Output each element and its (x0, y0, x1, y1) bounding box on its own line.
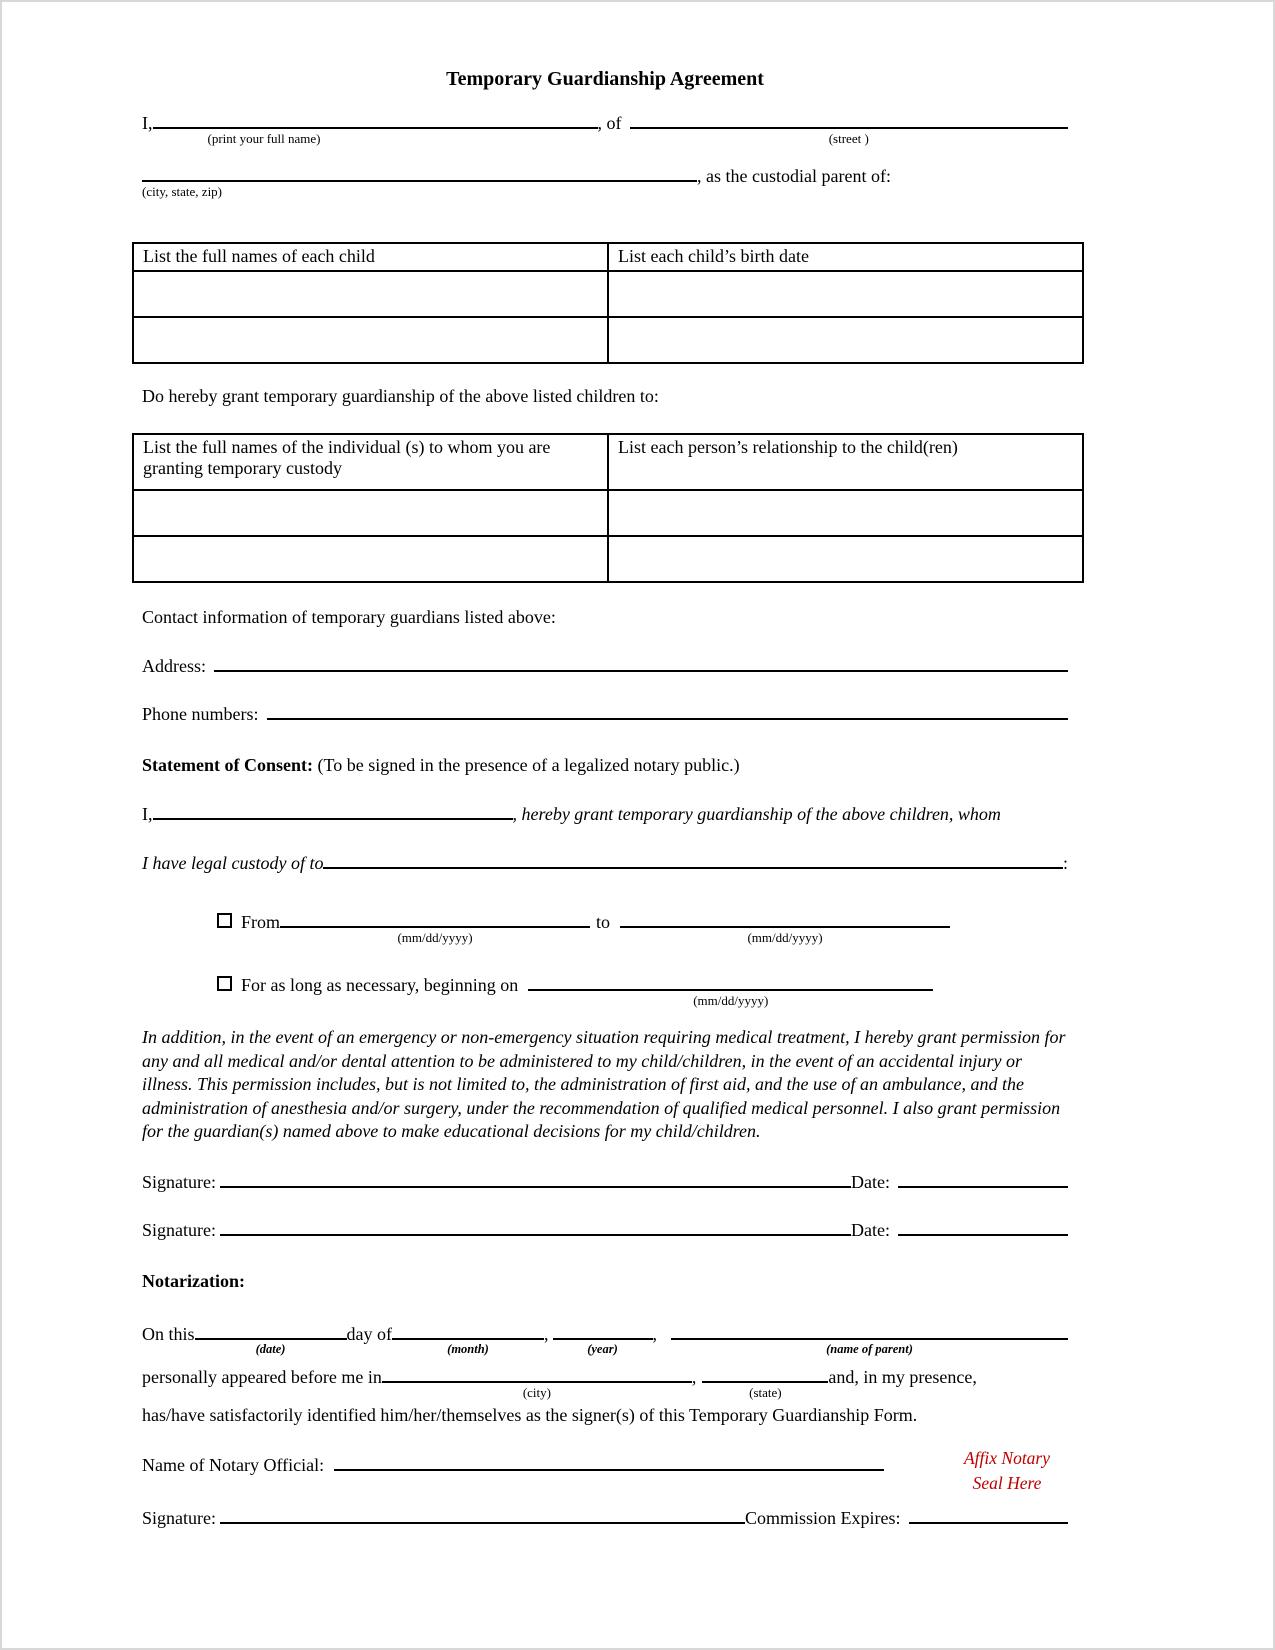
custodial-parent-label: , as the custodial parent of: (697, 166, 891, 186)
date-1-label: Date: (851, 1171, 890, 1192)
table-row (133, 536, 1083, 582)
guardian-names-column-header: List the full names of the individual (s) to whom you are granting temporary custody (133, 434, 608, 490)
guardian-relationship-cell[interactable] (608, 536, 1083, 582)
statement-of-consent-heading (142, 755, 1068, 776)
date-2-field[interactable] (898, 1234, 1068, 1236)
beginning-date-field[interactable] (528, 989, 933, 1008)
day-of-label: day of (346, 1323, 392, 1344)
parent-name-field[interactable] (671, 1338, 1068, 1356)
statement-heading-bold: Statement of Consent: (142, 755, 313, 775)
city-hint: (city) (522, 1384, 551, 1400)
statement-heading-rest: (To be signed in the presence of a legalized notary public.) (317, 755, 740, 775)
consent-parent-name-field[interactable] (153, 818, 513, 820)
notary-signature-label: Signature: (142, 1507, 216, 1528)
guardian-relationship-cell[interactable] (608, 490, 1083, 536)
children-birthdates-column-header: List each child’s birth date (608, 243, 1083, 271)
phone-line (142, 704, 1068, 725)
date-1-field[interactable] (898, 1186, 1068, 1188)
notarization-heading: Notarization: (142, 1270, 245, 1291)
table-row (133, 271, 1083, 317)
name-of-parent-hint: (name of parent) (826, 1341, 913, 1356)
beginning-date-format-hint: (mm/dd/yyyy) (693, 993, 769, 1008)
children-table (132, 242, 1084, 364)
comma-separator: , (691, 1366, 697, 1387)
commission-expires-label: Commission Expires: (745, 1507, 901, 1528)
comma-separator: , (652, 1323, 657, 1344)
notary-signature-field[interactable] (220, 1522, 745, 1524)
signature-1-field[interactable] (220, 1186, 851, 1188)
notary-seal-note (937, 1446, 1077, 1496)
notary-name-field[interactable] (334, 1469, 884, 1471)
notary-name-label: Name of Notary Official: (142, 1454, 325, 1475)
comma-separator: , (544, 1323, 549, 1344)
appeared-line (142, 1366, 1068, 1400)
necessary-label: For as long as necessary, beginning on (241, 975, 519, 995)
guardian-relationship-column-header: List each person’s relationship to the child(ren) (608, 434, 1083, 490)
street-field[interactable] (630, 127, 1069, 146)
children-names-column-header: List the full names of each child (133, 243, 608, 271)
from-date-field[interactable] (280, 926, 590, 945)
to-date-field[interactable] (620, 926, 950, 945)
identified-statement: has/have satisfactorily identified him/her/themselves as the signer(s) of this Temporary Guardianship Form. (142, 1404, 918, 1425)
table-row (133, 490, 1083, 536)
notary-month-field[interactable] (392, 1338, 544, 1356)
medical-permission-paragraph: In addition, in the event of an emergency or non-emergency situation requiring medical treatment, I hereby grant permission for any and all medical and/or dental attention to be administered to my child/children, in the event of an accidental injury or illness. This permission includes, but is not limited to, the administration of first aid, and the use of an ambulance, and the administration of anesthesia and/or surgery, under the recommendation of qualified medical personnel. I also grant permission for the guardian(s) named above to make educational decisions for my child/children. (142, 1027, 1066, 1142)
city-state-zip-hint: (city, state, zip) (142, 184, 223, 199)
date-2-label: Date: (851, 1219, 890, 1240)
custody-line (142, 853, 1068, 874)
child-name-cell[interactable] (133, 317, 608, 363)
children-table-header-row (133, 243, 1083, 271)
child-birthdate-cell[interactable] (608, 271, 1083, 317)
consent-grant-clause: , hereby grant temporary guardianship of the above children, whom (512, 804, 1001, 824)
state-hint: (state) (749, 1384, 782, 1400)
guardian-name-cell[interactable] (133, 490, 608, 536)
commission-expires-field[interactable] (909, 1522, 1068, 1524)
guardian-name-cell[interactable] (133, 536, 608, 582)
month-hint: (month) (447, 1341, 489, 1356)
custody-colon: : (1062, 853, 1068, 873)
signature-line-1 (142, 1172, 1068, 1193)
i-label: I, (142, 113, 153, 133)
guardians-table (132, 433, 1084, 583)
custody-guardian-names-field[interactable] (323, 867, 1063, 869)
consent-i-label: I, (142, 804, 153, 824)
notary-year-field[interactable] (553, 1338, 653, 1356)
table-row (133, 317, 1083, 363)
guardians-table-header-row (133, 434, 1083, 490)
from-date-format-hint: (mm/dd/yyyy) (397, 930, 473, 945)
city-state-zip-line (142, 166, 1068, 199)
appeared-label: personally appeared before me in (142, 1366, 382, 1387)
of-label: , of (597, 113, 622, 133)
seal-note-line-1: Affix Notary (963, 1448, 1051, 1468)
signature-2-field[interactable] (220, 1234, 851, 1236)
from-label: From (241, 912, 281, 932)
from-to-option-line (217, 912, 1068, 945)
signature-line-2 (142, 1220, 1068, 1241)
state-field[interactable] (702, 1381, 828, 1400)
consent-grant-line (142, 804, 1068, 825)
on-this-label: On this (142, 1323, 195, 1344)
notary-signature-line (142, 1508, 1068, 1529)
print-name-hint: (print your full name) (207, 131, 321, 146)
year-hint: (year) (587, 1341, 618, 1356)
seal-note-line-2: Seal Here (972, 1473, 1042, 1493)
grant-statement: Do hereby grant temporary guardianship of the above listed children to: (142, 386, 659, 406)
from-to-checkbox[interactable] (217, 913, 232, 928)
notary-name-line (142, 1455, 1068, 1476)
notarization-date-line (142, 1323, 1068, 1356)
address-field[interactable] (214, 670, 1068, 672)
custody-clause: I have legal custody of to (142, 853, 324, 873)
as-long-as-necessary-checkbox[interactable] (217, 976, 232, 991)
parent-full-name-field[interactable] (153, 127, 598, 146)
signature-1-label: Signature: (142, 1171, 216, 1192)
city-field[interactable] (382, 1381, 692, 1400)
form-title: Temporary Guardianship Agreement (446, 68, 764, 90)
address-line (142, 656, 1068, 677)
phone-numbers-field[interactable] (267, 718, 1069, 720)
child-birthdate-cell[interactable] (608, 317, 1083, 363)
child-name-cell[interactable] (133, 271, 608, 317)
city-state-zip-field[interactable] (142, 180, 697, 199)
contact-heading: Contact information of temporary guardians listed above: (142, 607, 556, 627)
date-hint: (date) (255, 1341, 286, 1356)
to-date-format-hint: (mm/dd/yyyy) (747, 930, 823, 945)
presence-label: and, in my presence, (828, 1366, 977, 1387)
notary-day-field[interactable] (195, 1338, 347, 1356)
signature-2-label: Signature: (142, 1219, 216, 1240)
address-label: Address: (142, 656, 206, 676)
phone-label: Phone numbers: (142, 704, 259, 724)
to-label: to (596, 912, 611, 932)
parent-name-street-line (142, 113, 1068, 146)
as-long-as-necessary-option-line (217, 975, 1068, 1008)
street-hint: (street ) (828, 131, 869, 146)
